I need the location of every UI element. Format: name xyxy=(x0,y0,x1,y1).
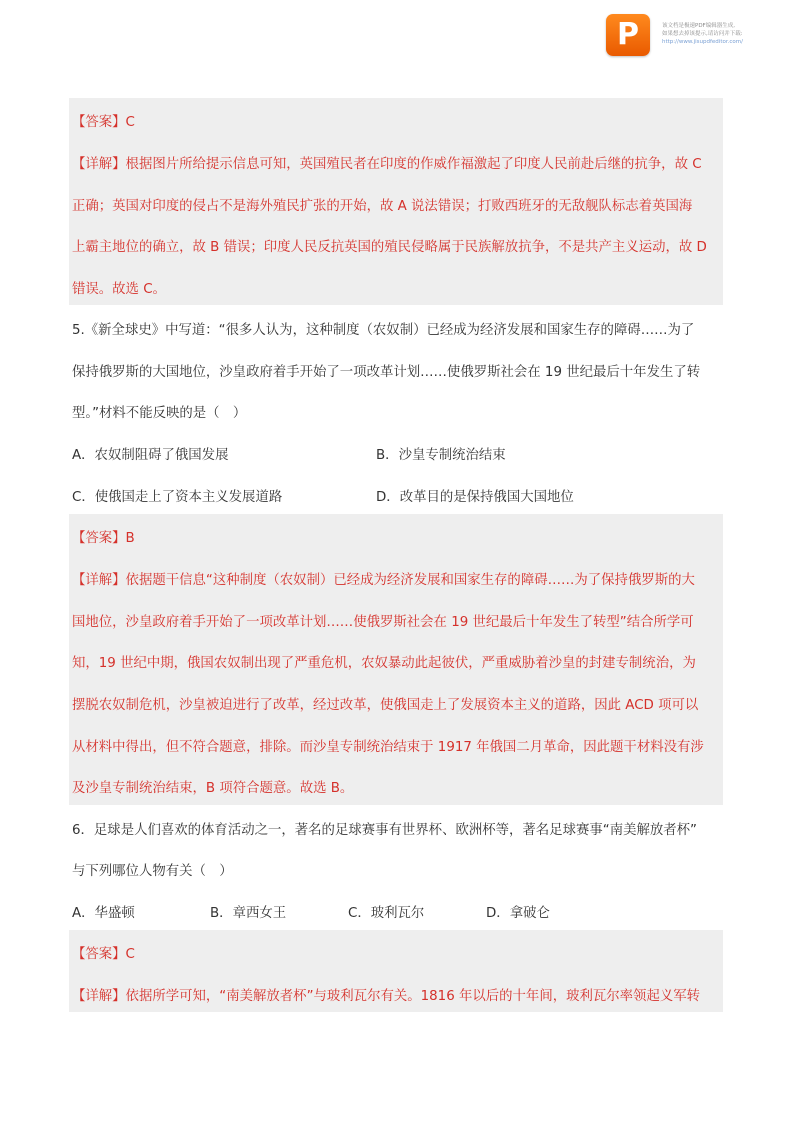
q5-answer: 【答案】B xyxy=(72,531,135,546)
q4-answer: 【答案】C xyxy=(72,115,135,130)
q6-option-d: D．拿破仑 xyxy=(486,906,550,921)
promo-link[interactable]: http://www.jisupdfeditor.com/ xyxy=(662,39,743,45)
q5-option-d: D．改革目的是保持俄国大国地位 xyxy=(376,490,574,505)
q5-stem-line: 5.《新全球史》中写道：“很多人认为，这种制度（农奴制）已经成为经济发展和国家生存的障碍……为了 xyxy=(72,323,695,338)
q5-stem-line: 保持俄罗斯的大国地位，沙皇政府着手开始了一项改革计划……使俄罗斯社会在 19 世纪最后十年发生了转 xyxy=(72,365,701,380)
logo-icon xyxy=(606,14,650,56)
q6-stem-line: 与下列哪位人物有关（ ） xyxy=(72,864,233,879)
q5-detail-line: 知，19 世纪中期，俄国农奴制出现了严重危机，农奴暴动此起彼伏，严重威胁着沙皇的封建专制统治，为 xyxy=(72,656,696,671)
q6-stem-line: 6．足球是人们喜欢的体育活动之一，著名的足球赛事有世界杯、欧洲杯等，著名足球赛事“南美解放者杯” xyxy=(72,823,697,838)
q5-detail-line: 从材料中得出，但不符合题意，排除。而沙皇专制统治结束于 1917 年俄国二月革命，因此题干材料没有涉 xyxy=(72,740,704,755)
promo-line: 该文档是极速PDF编辑器生成, xyxy=(662,23,735,29)
q5-detail-line: 及沙皇专制统治结束，B 项符合题意。故选 B。 xyxy=(72,781,354,796)
q6-option-b: B．章西女王 xyxy=(210,906,287,921)
q6-answer: 【答案】C xyxy=(72,947,135,962)
q5-stem-line: 型。”材料不能反映的是（ ） xyxy=(72,406,247,421)
q4-detail-line: 上霸主地位的确立，故 B 错误；印度人民反抗英国的殖民侵略属于民族解放抗争，不是共产主义运动，故 D xyxy=(72,240,707,255)
promo-line: 如果想去掉该提示,请访问并下载: xyxy=(662,31,743,37)
q5-option-c: C．使俄国走上了资本主义发展道路 xyxy=(72,490,283,505)
q4-detail-line: 错误。故选 C。 xyxy=(72,282,166,297)
q4-detail-line: 正确；英国对印度的侵占不是海外殖民扩张的开始，故 A 说法错误；打败西班牙的无敌舰队标志着英国海 xyxy=(72,199,693,214)
q5-option-b: B．沙皇专制统治结束 xyxy=(376,448,506,463)
q6-option-a: A．华盛顿 xyxy=(72,906,135,921)
q5-option-a: A．农奴制阻碍了俄国发展 xyxy=(72,448,229,463)
q5-detail-line: 【详解】依据题干信息“这种制度（农奴制）已经成为经济发展和国家生存的障碍……为了保持俄罗斯的大 xyxy=(72,573,695,588)
q5-detail-line: 摆脱农奴制危机，沙皇被迫进行了改革，经过改革，使俄国走上了发展资本主义的道路，因此 ACD 项可以 xyxy=(72,698,699,713)
promo-text xyxy=(662,22,780,46)
q5-detail-line: 国地位，沙皇政府着手开始了一项改革计划……使俄罗斯社会在 19 世纪最后十年发生了转型”结合所学可 xyxy=(72,615,694,630)
logo-letter: P xyxy=(617,17,639,52)
q6-detail-line: 【详解】依据所学可知，“南美解放者杯”与玻利瓦尔有关。1816 年以后的十年间，玻利瓦尔率领起义军转 xyxy=(72,989,701,1004)
q6-option-c: C．玻利瓦尔 xyxy=(348,906,425,921)
pdf-editor-logo xyxy=(606,14,650,56)
q4-detail-line: 【详解】根据图片所给提示信息可知，英国殖民者在印度的作威作福激起了印度人民前赴后继的抗争，故 C xyxy=(72,157,702,172)
